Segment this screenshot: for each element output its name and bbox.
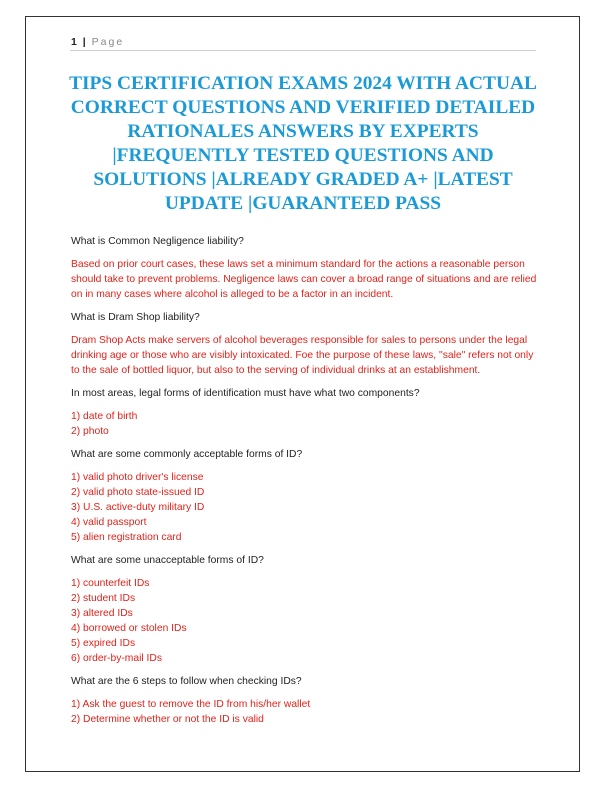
question-2: What is Dram Shop liability? — [71, 312, 200, 323]
list-item: 6) order-by-mail IDs — [71, 653, 162, 664]
answer-5-list — [71, 576, 541, 666]
list-item: 2) photo — [71, 426, 109, 437]
list-item: 1) Ask the guest to remove the ID from his/her wallet — [71, 699, 311, 710]
list-item: 4) borrowed or stolen IDs — [71, 623, 187, 634]
list-item: 5) alien registration card — [71, 532, 182, 543]
question-3: In most areas, legal forms of identification must have what two components? — [71, 388, 420, 399]
question-6: What are the 6 steps to follow when checking IDs? — [71, 676, 302, 687]
list-item: 1) valid photo driver's license — [71, 472, 204, 483]
list-item: 2) Determine whether or not the ID is valid — [71, 714, 264, 725]
list-item: 5) expired IDs — [71, 638, 136, 649]
list-item: 4) valid passport — [71, 517, 147, 528]
answer-3-list — [71, 409, 541, 439]
document-title: TIPS CERTIFICATION EXAMS 2024 WITH ACTUAL CORRECT QUESTIONS AND VERIFIED DETAILED RATIONALES ANSWERS BY EXPERTS |FREQUENTLY TESTED QUESTIONS AND SOLUTIONS |ALREADY GRADED A+ |LATEST UPDATE |GUARANTEED PASS — [69, 73, 537, 214]
answer-2: Dram Shop Acts make servers of alcohol beverages responsible for sales to persons under the legal drinking age or those who are visibly intoxicated. Foe the purpose of these laws, "sale" refers not only to the sale of bottled liquor, but also to the serving of individual drinks at an establishment. — [71, 335, 534, 376]
list-item: 2) student IDs — [71, 593, 136, 604]
answer-1: Based on prior court cases, these laws set a minimum standard for the actions a reasonable person should take to prevent problems. Negligence laws can cover a broad range of situations and are relied on in many cases where alcohol is alleged to be a factor in an incident. — [71, 259, 537, 300]
page-word: Page — [91, 36, 125, 48]
list-item: 3) altered IDs — [71, 608, 133, 619]
list-item: 3) U.S. active-duty military ID — [71, 502, 205, 513]
list-item: 1) counterfeit IDs — [71, 578, 150, 589]
answer-6-list — [71, 697, 541, 727]
list-item: 2) valid photo state-issued ID — [71, 487, 205, 498]
page-header — [71, 36, 124, 48]
header-rule — [70, 50, 536, 51]
list-item: 1) date of birth — [71, 411, 138, 422]
question-5: What are some unacceptable forms of ID? — [71, 555, 264, 566]
page-separator: | — [82, 36, 87, 48]
answer-4-list — [71, 470, 541, 545]
page-number: 1 — [71, 36, 78, 48]
question-4: What are some commonly acceptable forms of ID? — [71, 449, 303, 460]
document-body — [71, 234, 541, 735]
question-1: What is Common Negligence liability? — [71, 236, 244, 247]
